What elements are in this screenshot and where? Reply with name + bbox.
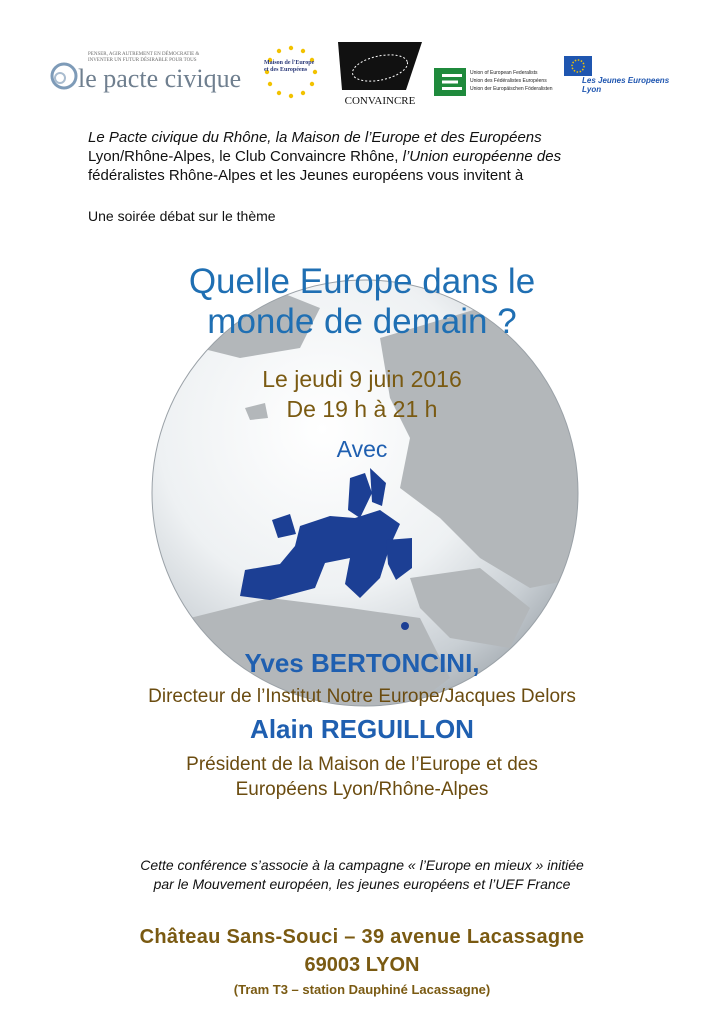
globe-image bbox=[150, 278, 580, 708]
event-date-time bbox=[80, 364, 644, 424]
uef-line-3: Union der Europäischen Föderalisten bbox=[470, 86, 553, 92]
maison-logo-text: Maison de l'Europe et des Européens bbox=[264, 60, 315, 73]
campaign-line-1: Cette conférence s’associe à la campagne « l’Europe en mieux » initiée bbox=[140, 857, 584, 873]
venue-tram: (Tram T3 – station Dauphiné Lacassagne) bbox=[233, 982, 491, 997]
avec-label: Avec bbox=[336, 436, 388, 462]
convaincre-emblem-icon bbox=[336, 40, 424, 92]
speaker-1-name: Yves BERTONCINI, bbox=[244, 648, 480, 678]
intro-part-1: Le Pacte civique du Rhône, la Maison de l’Europe et des Européens bbox=[88, 129, 542, 146]
campaign-note bbox=[60, 856, 664, 894]
pacte-tagline: PENSER, AGIR AUTREMENT EN DÉMOCRATIE & INVENTER UN FUTUR DÉSIRABLE POUR TOUS bbox=[88, 52, 200, 63]
uef-logo bbox=[434, 68, 562, 98]
uef-lines bbox=[470, 69, 553, 93]
intro-part-4: fédéralistes Rhône-Alpes et les Jeunes européens vous invitent à bbox=[88, 167, 524, 184]
eu-flag-icon bbox=[564, 56, 592, 76]
event-date: Le jeudi 9 juin 2016 bbox=[262, 366, 462, 392]
uef-line-2: Union des Fédéralistes Européens bbox=[470, 78, 547, 84]
venue-address: Château Sans-Souci – 39 avenue Lacassagne bbox=[139, 926, 585, 948]
invitation-text bbox=[88, 128, 648, 185]
jeunes-text bbox=[582, 76, 669, 94]
speaker-2-name: Alain REGUILLON bbox=[250, 714, 474, 744]
maison-europe-logo bbox=[256, 44, 326, 100]
convaincre-label: CONVAINCRE bbox=[344, 95, 416, 107]
event-time: De 19 h à 21 h bbox=[286, 396, 438, 422]
venue-city: 69003 LYON bbox=[304, 954, 420, 976]
globe-europe-icon bbox=[150, 278, 580, 708]
pacte-civique-logo bbox=[48, 52, 248, 96]
theme-intro: Une soirée débat sur le thème bbox=[88, 208, 276, 224]
speaker-2-role bbox=[60, 752, 664, 802]
jeunes-line-2: Lyon bbox=[582, 85, 602, 94]
speaker-2-role-line-1: Président de la Maison de l’Europe et des bbox=[186, 754, 538, 775]
intro-part-3: l’Union européenne des bbox=[402, 148, 562, 165]
event-title bbox=[80, 262, 644, 342]
uef-line-1: Union of European Federalists bbox=[470, 70, 538, 76]
jeunes-line-1: Les Jeunes Europeens bbox=[582, 76, 670, 85]
convaincre-logo bbox=[330, 40, 430, 110]
jeunes-europeens-logo bbox=[560, 56, 672, 100]
title-line-2: monde de demain ? bbox=[207, 302, 517, 341]
campaign-line-2: par le Mouvement européen, les jeunes européens et l’UEF France bbox=[153, 876, 571, 892]
title-line-1: Quelle Europe dans le bbox=[188, 262, 536, 301]
pacte-name: le pacte civique bbox=[78, 64, 242, 93]
pacte-swirl-icon bbox=[48, 60, 80, 92]
intro-part-2: Lyon/Rhône-Alpes, le Club Convaincre Rhône, bbox=[88, 148, 403, 165]
speaker-2-role-line-2: Européens Lyon/Rhône-Alpes bbox=[235, 779, 489, 800]
speaker-1-role: Directeur de l’Institut Notre Europe/Jacques Delors bbox=[148, 686, 576, 707]
uef-e-icon bbox=[434, 68, 466, 96]
